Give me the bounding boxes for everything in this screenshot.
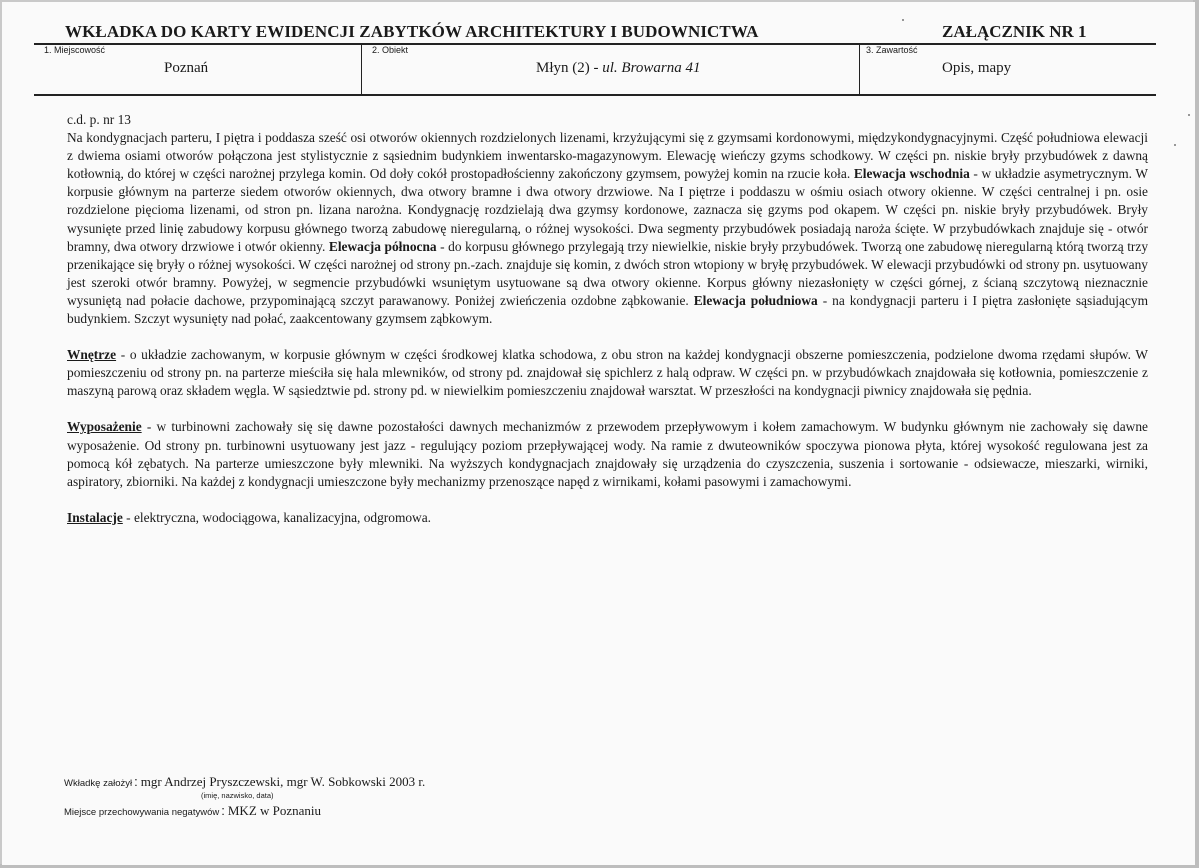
installations-heading: Instalacje <box>67 509 123 525</box>
scan-speck <box>902 19 904 21</box>
elevations-text-2: - w układzie asymetrycznym. W korpusie głównym na parterze siedem otworów okiennych, dwa otwory bramne i dwa otwory drzwiowe. Na I piętrze i poddaszu w ośmiu osiach otwory okienne. W części centralnej i pn. osie rozdzielone pięcioma lizenami, od stron pn. lizana narożna. Kondygnację rozdzielają dwa gzymsy kordonowe, zaznacza się gzyms pod okapem. W części pn. niskie bryły przybudówek. Bryły wysunięte przed linię zabudowy korpusu głównego tworzą zabudowę nieregularną, o różnej wysokości. Dwa segmenty przybudówek posiadają naroża ścięte. W przybudówkach znajduje się - otwór bramny, dwa otwory drzwiowe i otwór okienny. <box>67 166 1148 254</box>
document-title: WKŁADKA DO KARTY EWIDENCJI ZABYTKÓW ARCHITEKTURY I BUDOWNICTWA <box>65 22 759 41</box>
elevations-paragraph <box>67 129 1148 328</box>
storage-line <box>64 803 321 819</box>
scan-speck <box>1174 144 1176 146</box>
north-elevation-heading: Elewacja północna <box>328 238 437 254</box>
contents-value: Opis, mapy <box>942 60 1012 76</box>
equipment-text: - w turbinowni zachowały się się dawne pozostałości dawnych mechanizmów z przewodem przepływowym i kołem zamachowym. W budynku głównym nie zachowały się dawne wyposażenie. Od strony pn. turbinowni usytuowany jest jazz - regulujący poziom przepływającej wody. Na ramie z dwuteowników spoczywa pionowa płyta, której wysokość regulowana jest za pomocą kół zębatych. Na parterze umieszczone były mlewniki. Na wyższych kondygnacjach znajdowały się urządzenia do czyszczenia, suszenia i sortowanie - odsiewacze, mieszarki, wirniki, aspiratory, zbiorniki. Na każdej z kondygnacji umieszczone były mechanizmy przenoszące napęd z wirnikami, kołami pasowymi i zamachowymi. <box>67 419 1148 489</box>
installations-text: - elektryczna, wodociągowa, kanalizacyjna, odgromowa. <box>122 509 432 525</box>
equipment-paragraph <box>67 418 1148 490</box>
author-line <box>64 774 425 790</box>
storage-colon: : <box>221 803 225 818</box>
contents-label: 3. Zawartość <box>866 45 918 55</box>
author-value: mgr Andrzej Pryszczewski, mgr W. Sobkowski 2003 r. <box>140 774 426 789</box>
author-colon: : <box>134 774 138 789</box>
south-elevation-heading: Elewacja południowa <box>693 292 818 308</box>
interior-heading: Wnętrze <box>67 347 117 363</box>
storage-label: Miejsce przechowywania negatywów <box>64 807 220 818</box>
field-divider-2 <box>859 44 860 95</box>
object-value-name: Młyn (2) - <box>536 60 603 76</box>
object-label: 2. Obiekt <box>372 45 409 55</box>
interior-paragraph <box>67 346 1148 400</box>
elevations-text-1: Na kondygnacjach parteru, I piętra i poddasza sześć osi otworów okiennych rozdzielonych lizenami, krzyżującymi się z gzymsami kordonowymi, międzykondygnacyjnymi. Część południowa elewacji z dwiema osiami otworów połączona jest stylistycznie z sąsiednim budynkiem inwentarsko-magazynowym. Elewację wieńczy gzyms schodkowy. W części pn. niskie bryły przybudówek z dawną kotłownią, do której w części narożnej przylega komin. Od doły cokół prostopadłościenny zakończony gzymsem, powyżej komin na rzucie koła. <box>67 130 1148 182</box>
interior-text: - o układzie zachowanym, w korpusie głównym w części środkowej klatka schodowa, z obu stron na każdej kondygnacji obszerne pomieszczenia, podzielone dwoma rzędami słupów. W pomieszczeniu od strony pn. na parterze mieściła się hala mlewników, od strony pd. znajdował się spichlerz z halą odpraw. W części pn. w przybudówkach znajdowała się kotłownia, pomieszczenie z maszyną parową oraz składem węgla. W sąsiedztwie pd. strony pd. w niewielkim pomieszczeniu znajdował warsztat. W przeszłości na kondygnacji piwnicy znajdowała się pędnia. <box>67 347 1148 399</box>
author-sublabel: (imię, nazwisko, data) <box>201 791 274 800</box>
annex-number: ZAŁĄCZNIK NR 1 <box>942 22 1087 41</box>
continuation-note: c.d. p. nr 13 <box>67 112 131 127</box>
header-top-rule <box>34 43 1156 45</box>
paragraph-gap <box>67 491 1148 509</box>
scan-speck <box>1188 114 1190 116</box>
description-body <box>67 111 1148 527</box>
installations-paragraph <box>67 509 1148 527</box>
paragraph-gap <box>67 328 1148 346</box>
locality-label: 1. Miejscowość <box>44 45 106 55</box>
elevations-text-3: - do korpusu głównego przylegają trzy niewielkie, niskie bryły przybudówek. Tworzą one zabudowę nieregularną którą tworzą trzy przenikające się bryły o różnej wysokości. W części narożnej od strony pn.-zach. znajduje się komin, z dwóch stron wtopiony w bryłę przybudówek. W elewacji przybudówki od strony pn. usytuowany jest szeroki otwór bramny. Powyżej, w segmencie przybudówki wsuniętym usytuowane są dwa otwory okienne. Korpus główny niezasłonięty w części górnej, z ścianą szczytową nieznacznie wysuniętą nad połacie dachowe, przypominającą szczyt parawanowy. Poniżej zwieńczenia ozdobne ząbkowanie. <box>67 238 1149 308</box>
storage-value: MKZ w Poznaniu <box>227 803 322 818</box>
object-value <box>536 60 700 77</box>
field-divider-1 <box>361 44 362 95</box>
east-elevation-heading: Elewacja wschodnia <box>853 166 970 182</box>
elevations-text-4: - na kondygnacji parteru i I piętra zasłonięte sąsiadującym budynkiem. Szczyt wysunięty nad połać, zaakcentowany gzymsem ząbkowym. <box>67 292 1148 327</box>
author-label: Wkładkę założył <box>64 778 133 789</box>
paragraph-gap <box>67 400 1148 418</box>
equipment-heading: Wyposażenie <box>67 419 142 435</box>
object-value-address: ul. Browarna 41 <box>602 60 701 76</box>
document-sheet <box>2 2 1195 865</box>
header-bottom-rule <box>34 94 1156 96</box>
locality-value: Poznań <box>164 60 209 76</box>
